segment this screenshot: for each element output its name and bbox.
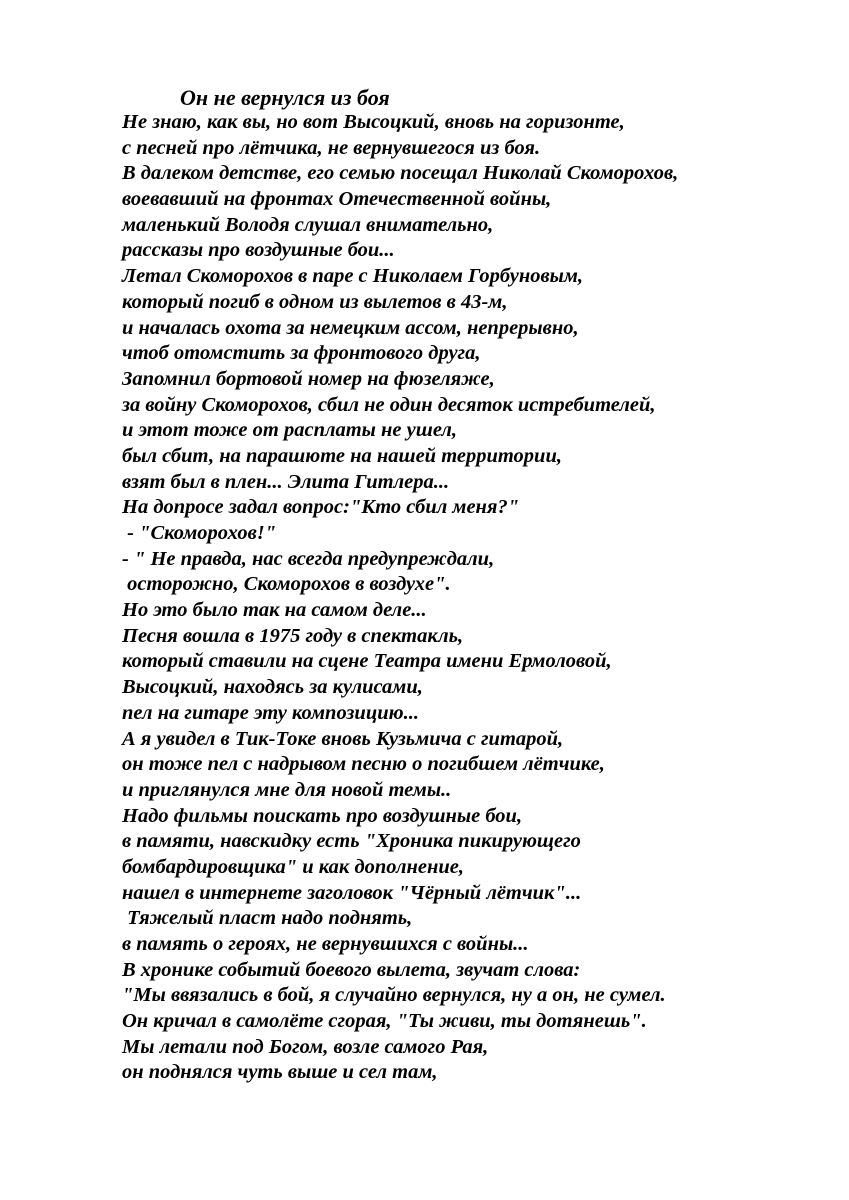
poem-line: Надо фильмы поискать про воздушные бои,	[122, 804, 523, 827]
poem-line: Высоцкий, находясь за кулисами,	[122, 676, 423, 699]
poem-line: который ставили на сцене Театра имени Ермоловой,	[122, 650, 612, 673]
poem-line: В далеком детстве, его семью посещал Николай Скоморохов,	[122, 162, 679, 185]
poem-line: Мы летали под Богом, возле самого Рая,	[122, 1035, 489, 1058]
poem-line: Тяжелый пласт надо поднять,	[122, 907, 413, 930]
poem-line: и этот тоже от расплаты не ушел,	[122, 419, 458, 442]
poem-line: На допросе задал вопрос:"Кто сбил меня?"	[122, 496, 520, 519]
poem-line: Но это было так на самом деле...	[122, 599, 427, 622]
poem-line: пел на гитаре эту композицию...	[122, 701, 419, 724]
poem-line: Летал Скоморохов в паре с Николаем Горбуновым,	[122, 265, 584, 288]
poem-line: Запомнил бортовой номер на фюзеляже,	[122, 367, 495, 390]
poem-line: в память о героях, не вернувшихся с войны...	[122, 933, 529, 955]
poem-line: он тоже пел с надрывом песню о погибшем лётчике,	[122, 753, 605, 776]
poem-line: который погиб в одном из вылетов в 43-м,	[122, 290, 508, 313]
poem-line: В хронике событий боевого вылета, звучат слова:	[122, 958, 581, 981]
poem-line: он поднялся чуть выше и сел там,	[122, 1061, 438, 1084]
poem-line: в памяти, навскидку есть "Хроника пикирующего	[122, 830, 581, 853]
poem-line: - " Не правда, нас всегда предупреждали,	[122, 547, 495, 570]
poem-line: А я увидел в Тик-Токе вновь Кузьмича с гитарой,	[122, 727, 564, 750]
poem-line: воевавший на фронтах Отечественной войны,	[122, 188, 552, 211]
poem-line: и началась охота за немецким ассом, непрерывно,	[122, 316, 579, 339]
poem-line: бомбардировщика" и как дополнение,	[122, 855, 465, 878]
poem-line: и приглянулся мне для новой темы..	[122, 778, 452, 801]
poem-title: Он не вернулся из боя	[180, 85, 390, 110]
poem-line: "Мы ввязались в бой, я случайно вернулся, ну а он, не сумел.	[122, 984, 666, 1007]
poem-line: за войну Скоморохов, сбил не один десяток истребителей,	[122, 393, 656, 416]
poem-line: рассказы про воздушные бои...	[122, 239, 395, 262]
poem-line: был сбит, на парашюте на нашей территории,	[122, 444, 562, 467]
poem-line: маленький Володя слушал внимательно,	[122, 213, 494, 236]
poem-line: Он кричал в самолёте сгорая, "Ты живи, ты дотянешь".	[122, 1010, 647, 1033]
poem-line: Песня вошла в 1975 году в спектакль,	[122, 624, 464, 647]
poem-line: чтоб отомстить за фронтового друга,	[122, 342, 481, 365]
poem-line: нашел в интернете заголовок "Чёрный лётчик"...	[122, 881, 582, 904]
poem-line: - "Скоморохов!"	[122, 522, 277, 544]
poem-line: Не знаю, как вы, но вот Высоцкий, вновь на горизонте,	[122, 111, 625, 133]
poem-line: с песней про лётчика, не вернувшегося из боя.	[122, 136, 541, 159]
poem-line: осторожно, Скоморохов в воздухе".	[122, 573, 451, 596]
poem-line: взят был в плен... Элита Гитлера...	[122, 470, 450, 493]
poem-body	[122, 110, 832, 1086]
